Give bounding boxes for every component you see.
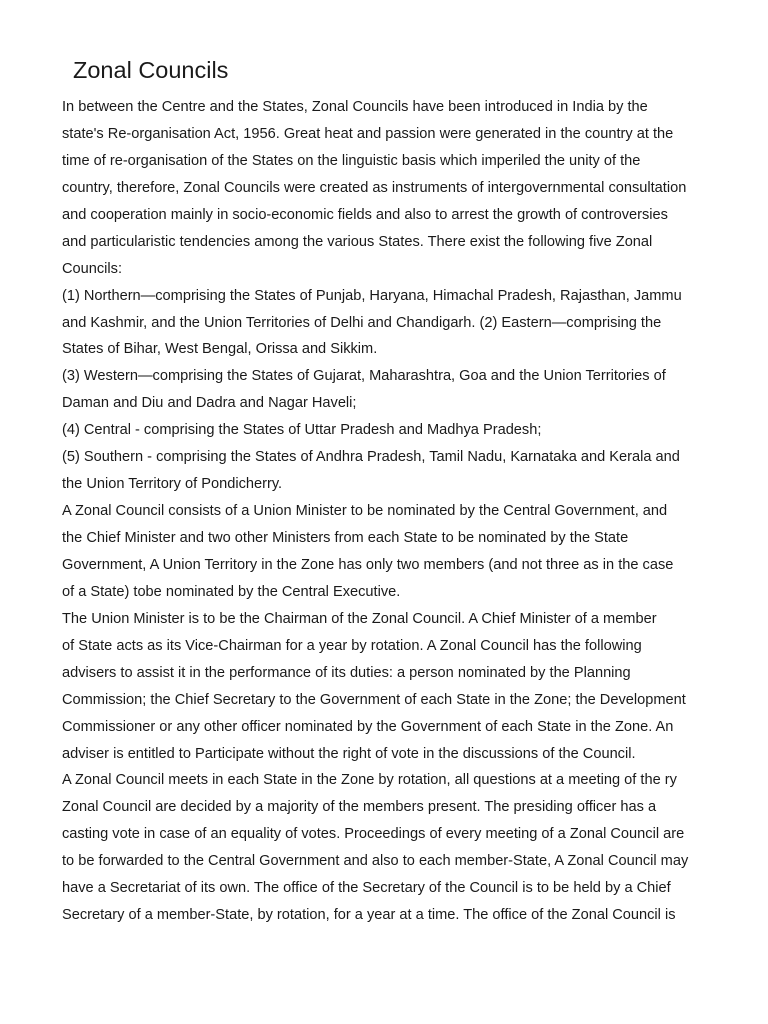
text-line: and cooperation mainly in socio-economic fields and also to arrest the growth of controversies — [62, 206, 668, 223]
document-title: Zonal Councils — [73, 57, 229, 83]
document-body — [62, 94, 722, 929]
text-line: country, therefore, Zonal Councils were created as instruments of intergovernmental consultation — [62, 179, 687, 196]
text-line: (1) Northern—comprising the States of Punjab, Haryana, Himachal Pradesh, Rajasthan, Jammu — [62, 287, 682, 304]
text-line: A Zonal Council meets in each State in the Zone by rotation, all questions at a meeting of the ry — [62, 772, 677, 789]
text-line: have a Secretariat of its own. The office of the Secretary of the Council is to be held by a Chief — [62, 880, 671, 897]
text-line: of a State) tobe nominated by the Central Executive. — [62, 583, 401, 600]
text-line: to be forwarded to the Central Government and also to each member-State, A Zonal Council may — [62, 853, 689, 870]
text-line: Secretary of a member-State, by rotation, for a year at a time. The office of the Zonal Council is — [62, 907, 676, 924]
text-line: States of Bihar, West Bengal, Orissa and Sikkim. — [62, 341, 378, 358]
text-line: casting vote in case of an equality of votes. Proceedings of every meeting of a Zonal Council are — [62, 826, 685, 843]
text-line: The Union Minister is to be the Chairman of the Zonal Council. A Chief Minister of a member — [62, 610, 657, 627]
text-line: state's Re-organisation Act, 1956. Great heat and passion were generated in the country at the — [62, 125, 674, 142]
text-line: Commissioner or any other officer nominated by the Government of each State in the Zone. An — [62, 718, 674, 735]
text-line: and Kashmir, and the Union Territories of Delhi and Chandigarh. (2) Eastern—comprising the — [62, 314, 662, 331]
text-line: A Zonal Council consists of a Union Minister to be nominated by the Central Government, and — [62, 503, 668, 520]
text-line: Commission; the Chief Secretary to the Government of each State in the Zone; the Development — [62, 691, 686, 708]
text-line: Councils: — [62, 260, 123, 277]
text-line: Zonal Council are decided by a majority of the members present. The presiding officer has a — [62, 799, 657, 816]
text-line: adviser is entitled to Participate without the right of vote in the discussions of the Council. — [62, 745, 636, 762]
text-line: the Union Territory of Pondicherry. — [62, 476, 283, 493]
text-line: (4) Central - comprising the States of Uttar Pradesh and Madhya Pradesh; — [62, 422, 542, 439]
text-line: of State acts as its Vice-Chairman for a year by rotation. A Zonal Council has the following — [62, 637, 642, 654]
text-line: Daman and Diu and Dadra and Nagar Haveli; — [62, 395, 357, 412]
text-line: (5) Southern - comprising the States of Andhra Pradesh, Tamil Nadu, Karnataka and Kerala and — [62, 449, 680, 466]
text-line: time of re-organisation of the States on the linguistic basis which imperiled the unity of the — [62, 152, 641, 169]
text-line: In between the Centre and the States, Zonal Councils have been introduced in India by the — [62, 99, 648, 115]
text-line: advisers to assist it in the performance of its duties: a person nominated by the Planning — [62, 664, 631, 681]
text-line: the Chief Minister and two other Ministers from each State to be nominated by the State — [62, 530, 629, 546]
text-line: and particularistic tendencies among the various States. There exist the following five Zonal — [62, 233, 653, 250]
text-line: (3) Western—comprising the States of Gujarat, Maharashtra, Goa and the Union Territories of — [62, 368, 666, 385]
text-line: Government, A Union Territory in the Zone has only two members (and not three as in the case — [62, 556, 674, 573]
